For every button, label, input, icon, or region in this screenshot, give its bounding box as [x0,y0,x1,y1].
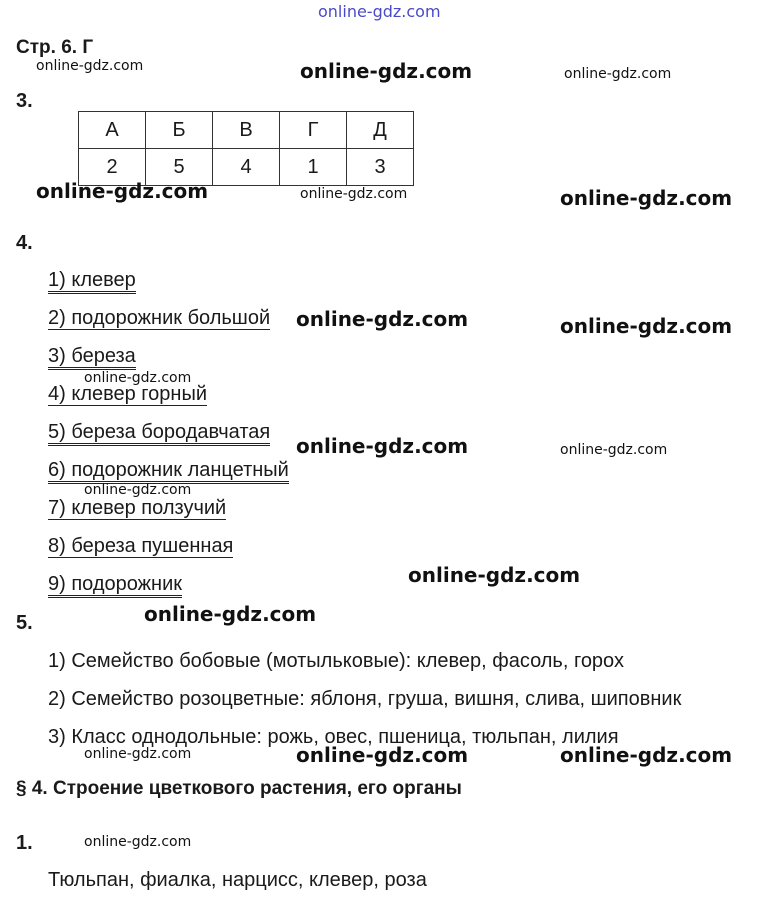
watermark: online-gdz.com [560,743,733,767]
table-cell: 4 [213,149,280,186]
list-item: 3) Класс однодольные: рожь, овес, пшеница, тюльпан, лилия [48,726,619,748]
watermark: online-gdz.com [300,59,473,83]
watermark: online-gdz.com [296,434,469,458]
table-header-row [79,112,414,149]
list-item: 2) Семейство розоцветные: яблоня, груша, вишня, слива, шиповник [48,688,682,710]
watermark: online-gdz.com [560,186,733,210]
list-item: 1) клевер [48,269,136,294]
watermark: online-gdz.com [296,307,469,331]
list-item: 6) подорожник ланцетный [48,459,289,484]
table-cell: 1 [280,149,347,186]
list-item: 3) береза [48,345,136,370]
task3-number: 3. [16,90,33,112]
section-heading: § 4. Строение цветкового растения, его органы [16,778,462,799]
list-item: 8) береза пушенная [48,535,234,557]
table-cell: А [79,112,146,149]
watermark: online-gdz.com [36,58,144,74]
list-item: 4) клевер горный [48,383,208,405]
watermark: online-gdz.com [144,602,317,626]
answer-table [78,111,414,186]
watermark-top: online-gdz.com [318,2,441,21]
table-cell: 2 [79,149,146,186]
watermark: online-gdz.com [564,66,672,82]
watermark: online-gdz.com [300,186,408,202]
task4-number: 4. [16,232,33,254]
list-item: 5) береза бородавчатая [48,421,270,446]
page-title: Стр. 6. Г [16,37,94,58]
list-item: 9) подорожник [48,573,182,598]
watermark: online-gdz.com [296,743,469,767]
table-cell: В [213,112,280,149]
watermark: online-gdz.com [84,370,192,386]
table-cell: 5 [146,149,213,186]
list-item: 2) подорожник большой [48,307,271,329]
watermark: online-gdz.com [84,482,192,498]
watermark: online-gdz.com [560,442,668,458]
task5-number: 5. [16,612,33,634]
section4-task1-answer: Тюльпан, фиалка, нарцисс, клевер, роза [48,869,427,891]
watermark: online-gdz.com [84,746,192,762]
table-cell: 3 [347,149,414,186]
table-cell: Б [146,112,213,149]
section4-task1-number: 1. [16,832,33,854]
table-cell: Д [347,112,414,149]
watermark: online-gdz.com [36,179,209,203]
table-cell: Г [280,112,347,149]
watermark: online-gdz.com [560,314,733,338]
list-item: 1) Семейство бобовые (мотыльковые): клевер, фасоль, горох [48,650,624,672]
watermark: online-gdz.com [84,834,192,850]
list-item: 7) клевер ползучий [48,497,227,519]
watermark: online-gdz.com [408,563,581,587]
